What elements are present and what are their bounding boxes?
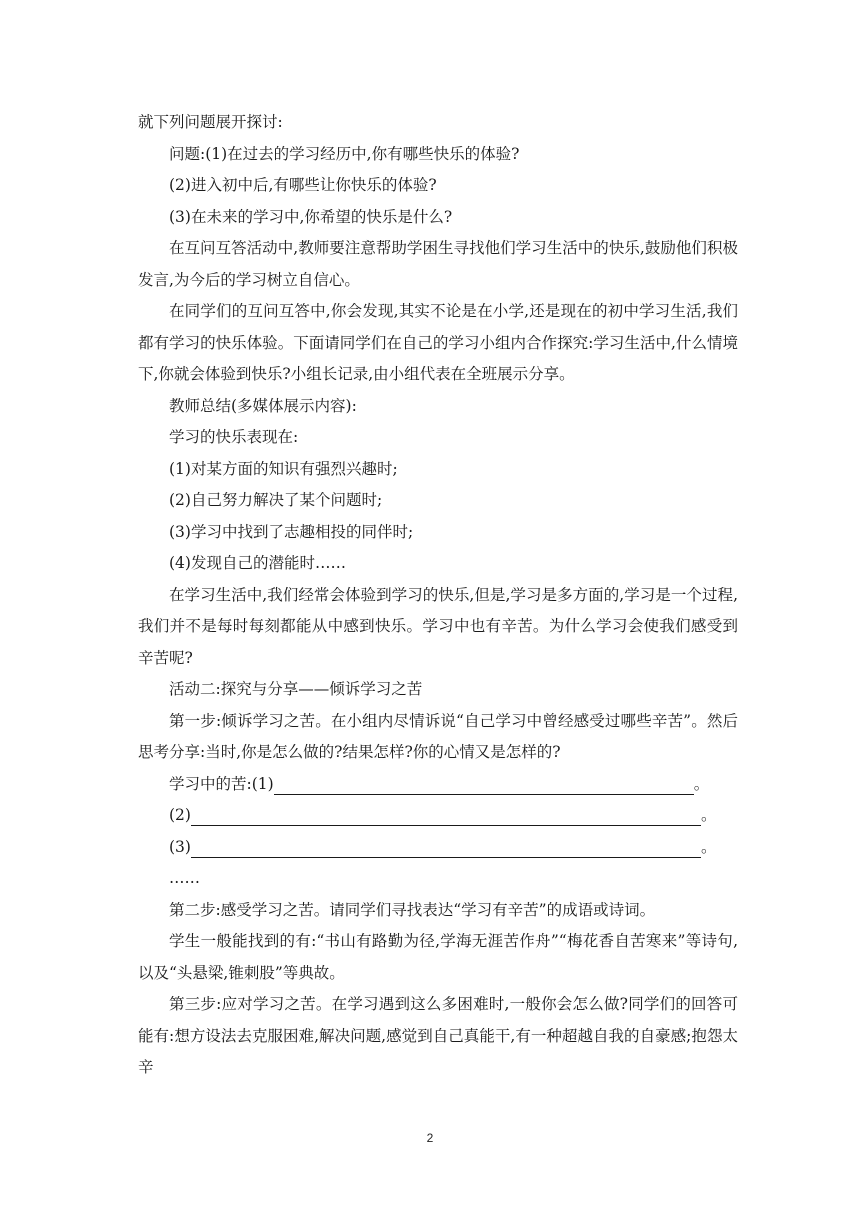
- list-item: (3)学习中找到了志趣相投的同伴时;: [169, 522, 414, 541]
- blank-underline: [191, 837, 701, 858]
- paragraph: 第一步:倾诉学习之苦。在小组内尽情诉说“自己学习中曾经感受过哪些辛苦”。然后思考分享:当时,你是怎么做的?结果怎样?你的心情又是怎样的?: [138, 711, 738, 761]
- paragraph: 在互问互答活动中,教师要注意帮助学困生寻找他们学习生活中的快乐,鼓励他们积极发言,为今后的学习树立自信心。: [138, 239, 738, 289]
- list-item: (1)对某方面的知识有强烈兴趣时;: [169, 459, 398, 478]
- fill-blank-line-1: [138, 769, 738, 801]
- blank-underline: [274, 774, 694, 795]
- ellipsis-line: ……: [169, 869, 200, 887]
- fill-blank-prefix: 学习中的苦:(1): [169, 774, 274, 793]
- paragraph: 就下列问题展开探讨:: [138, 113, 283, 131]
- paragraph: 教师总结(多媒体展示内容):: [169, 396, 357, 415]
- paragraph: 在同学们的互问互答中,你会发现,其实不论是在小学,还是现在的初中学习生活,我们都有学习的快乐体验。下面请同学们在自己的学习小组内合作探究:学习生活中,什么情境下,你就会体验到快乐?小组长记录,由小组代表在全班展示分享。: [138, 302, 738, 383]
- paragraph: 学生一般能找到的有:“书山有路勤为径,学海无涯苦作舟”“梅花香自苦寒来”等诗句,以及“头悬梁,锥刺股”等典故。: [138, 932, 738, 982]
- fill-blank-prefix: (3): [169, 837, 191, 856]
- paragraph: (3)在未来的学习中,你希望的快乐是什么?: [169, 207, 453, 226]
- fill-blank-end: 。: [693, 774, 710, 793]
- paragraph: 第三步:应对学习之苦。在学习遇到这么多困难时,一般你会怎么做?同学们的回答可能有:想方设法去克服困难,解决问题,感觉到自己真能干,有一种超越自我的自豪感;抱怨太辛: [138, 995, 738, 1076]
- blank-underline: [191, 805, 701, 826]
- paragraph: 在学习生活中,我们经常会体验到学习的快乐,但是,学习是多方面的,学习是一个过程,我们并不是每时每刻都能从中感到快乐。学习中也有辛苦。为什么学习会使我们感受到辛苦呢?: [138, 585, 738, 667]
- fill-blank-end: 。: [700, 837, 717, 856]
- paragraph: 学习的快乐表现在:: [169, 428, 299, 446]
- fill-blank-line-2: [138, 800, 738, 832]
- paragraph: 第二步:感受学习之苦。请同学们寻找表达“学习有辛苦”的成语或诗词。: [169, 900, 656, 919]
- fill-blank-end: 。: [700, 806, 717, 824]
- page-number: 2: [426, 1131, 434, 1145]
- fill-blank-prefix: (2): [169, 806, 191, 824]
- fill-blank-line-3: [138, 832, 738, 864]
- activity-heading: 活动二:探究与分享——倾诉学习之苦: [169, 680, 423, 698]
- list-item: (2)自己努力解决了某个问题时;: [169, 491, 383, 509]
- paragraph: (2)进入初中后,有哪些让你快乐的体验?: [169, 176, 437, 194]
- page-body: [138, 107, 738, 1084]
- paragraph: 问题:(1)在过去的学习经历中,你有哪些快乐的体验?: [169, 144, 520, 163]
- list-item: (4)发现自己的潜能时……: [169, 554, 346, 572]
